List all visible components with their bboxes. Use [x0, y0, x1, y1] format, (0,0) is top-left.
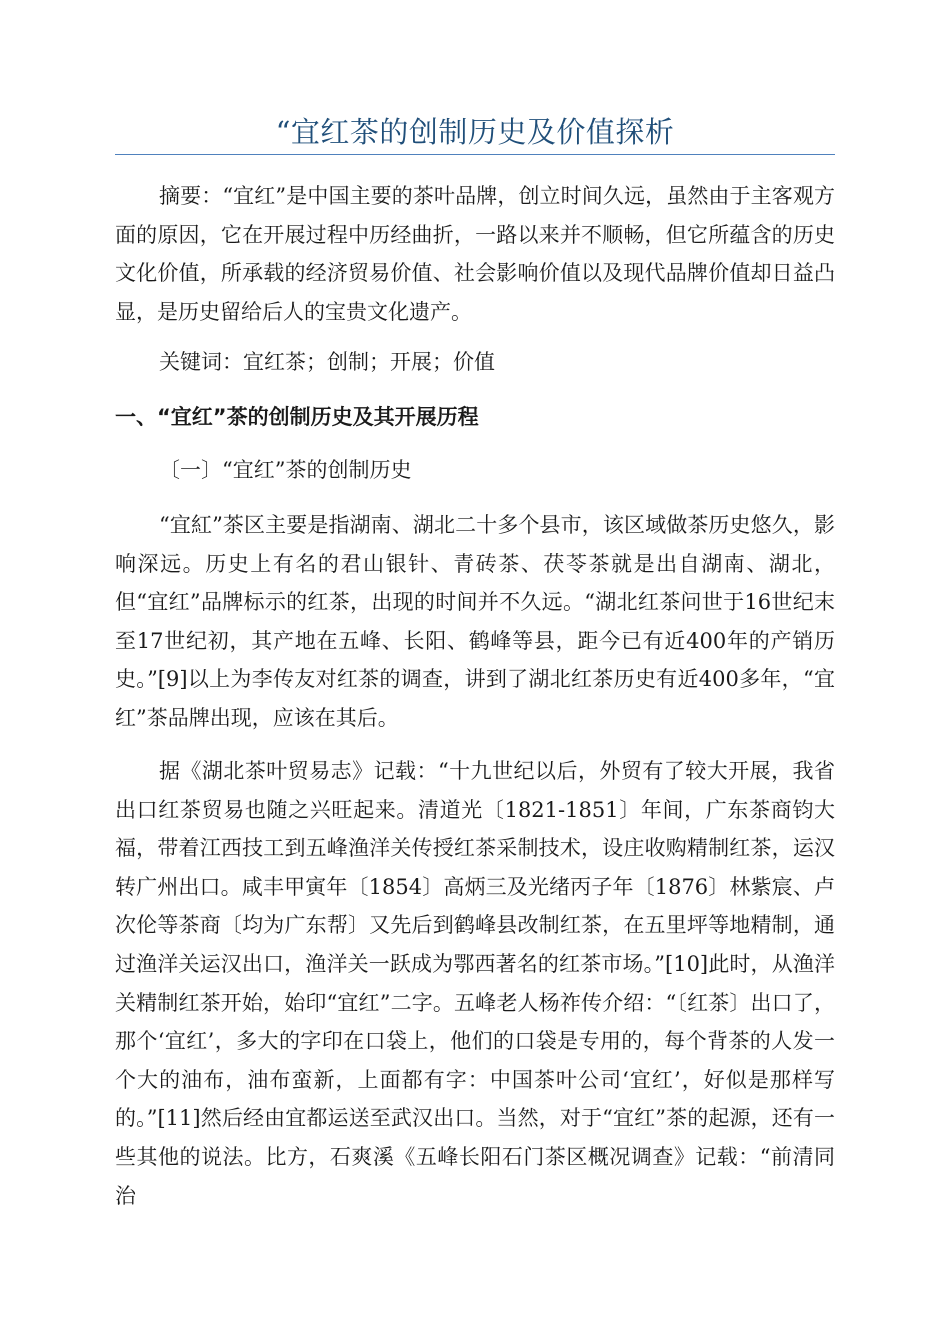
abstract-paragraph: 摘要：“宜红”是中国主要的茶叶品牌，创立时间久远，虽然由于主客观方面的原因，它在开展过程中历经曲折，一路以来并不顺畅，但它所蕴含的历史文化价值，所承载的经济贸易价值、社会影响价值以及现代品牌价值却日益凸显，是历史留给后人的宝贵文化遗产。	[115, 184, 835, 324]
title-underline	[115, 154, 835, 155]
keywords-line: 关键词：宜红茶；创制；开展；价值	[159, 350, 495, 374]
body-paragraph-1: “宜紅”茶区主要是指湖南、湖北二十多个县市，该区域做茶历史悠久，影响深远。历史上有名的君山银针、青砖茶、茯苓茶就是出自湖南、湖北，但“宜红”品牌标示的红茶，出现的时间并不久远。“湖北红茶问世于16世纪末至17世纪初，其产地在五峰、长阳、鹤峰等县，距今已有近400年的产销历史。”[9]以上为李传友对红茶的调查，讲到了湖北红茶历史有近400多年，“宜红”茶品牌出现，应该在其后。	[115, 513, 835, 730]
document-title: “宜红茶的创制历史及价值探析	[275, 115, 675, 149]
body-paragraph-2: 据《湖北茶叶贸易志》记载：“十九世纪以后，外贸有了较大开展，我省出口红茶贸易也随之兴旺起来。清道光〔1821-1851〕年间，广东茶商钧大福，带着江西技工到五峰渔洋关传授红茶采制技术，设庄收购精制红茶，运汉转广州出口。咸丰甲寅年〔1854〕高炳三及光绪丙子年〔1876〕林紫宸、卢次伦等茶商〔均为广东帮〕又先后到鹤峰县改制红茶，在五里坪等地精制，通过渔洋关运汉出口，渔洋关一跃成为鄂西著名的红茶市场。”[10]此时，从渔洋关精制红茶开始，始印“宜红”二字。五峰老人杨祚传介绍：“〔红茶〕出口了，那个‘宜红’，多大的字印在口袋上，他们的口袋是专用的，每个背茶的人发一个大的油布，油布蛮新，上面都有字：中国茶叶公司‘宜红’，好似是那样写的。”[11]然后经由宜都运送至武汉出口。当然，对于“宜红”茶的起源，还有一些其他的说法。比方，石爽溪《五峰长阳石门茶区概况调查》记载：“前清同治	[115, 759, 835, 1208]
section-heading-1: 一、“宜红”茶的创制历史及其开展历程	[115, 405, 479, 429]
subsection-heading-1: 〔一〕“宜红”茶的创制历史	[159, 458, 412, 482]
